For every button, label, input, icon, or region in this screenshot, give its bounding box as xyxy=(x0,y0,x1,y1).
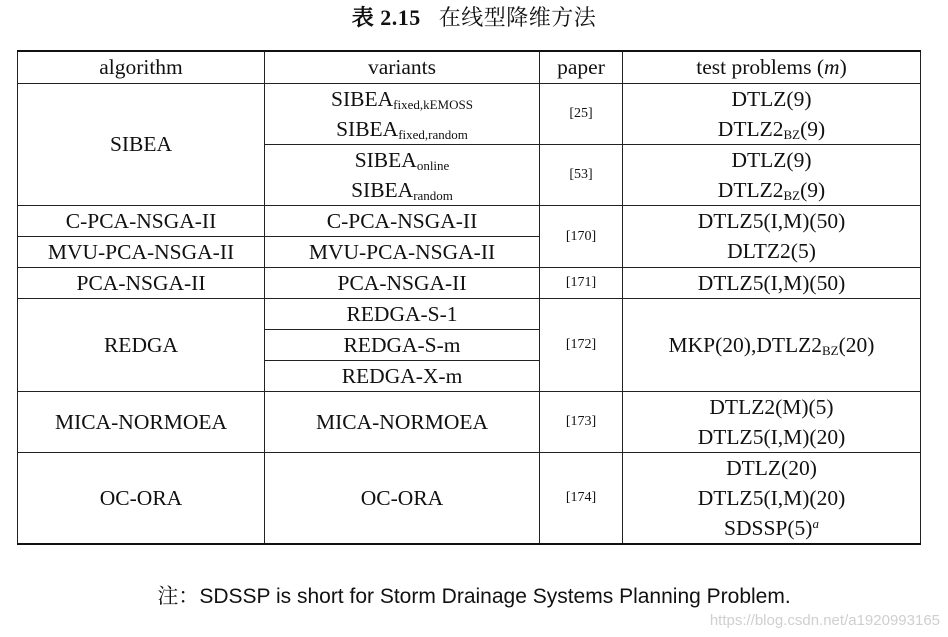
algorithm-cell: SIBEA xyxy=(18,84,265,206)
header-row xyxy=(18,51,921,84)
test-cell: DTLZ(9) $DTLZ2_{BZ}(9)$ xyxy=(623,145,921,206)
table-row xyxy=(18,268,921,299)
test-cell: $MKP(20),DTLZ2_{BZ}(20)$ xyxy=(623,299,921,392)
table-row xyxy=(18,299,921,330)
variants-cell: $SIBEA_{fixed,kEMOSS}$ $SIBEA_{fixed,random}$ xyxy=(265,84,540,145)
watermark: https://blog.csdn.net/a1920993165 xyxy=(709,612,940,629)
algorithm-cell: OC-ORA xyxy=(18,453,265,545)
variants-cell: C-PCA-NSGA-II xyxy=(265,206,540,237)
algorithm-cell: MVU-PCA-NSGA-II xyxy=(18,237,265,268)
header-test-problems: test problems (m) xyxy=(623,51,921,84)
paper-cell: [171] xyxy=(540,268,623,299)
table-caption xyxy=(0,3,948,33)
paper-cell: [53] xyxy=(540,145,623,206)
variants-cell: OC-ORA xyxy=(265,453,540,545)
header-paper: paper xyxy=(540,51,623,84)
table-row xyxy=(18,392,921,453)
variants-cell: PCA-NSGA-II xyxy=(265,268,540,299)
table-title: 在线型降维方法 xyxy=(438,5,597,30)
methods-table xyxy=(17,50,921,545)
test-cell: DTLZ(20) DTLZ5(I,M)(20) $SDSSP(5)^a$ xyxy=(623,453,921,545)
paper-cell: [174] xyxy=(540,453,623,545)
test-cell: DTLZ5(I,M)(50) xyxy=(623,268,921,299)
note-text: SDSSP is short for Storm Drainage Systems Planning Problem. xyxy=(199,585,791,608)
paper-cell: [170] xyxy=(540,206,623,268)
note-label: 注： xyxy=(157,584,200,608)
test-cell: DLTZ2(5) xyxy=(623,237,921,268)
algorithm-cell: REDGA xyxy=(18,299,265,392)
algorithm-cell: PCA-NSGA-II xyxy=(18,268,265,299)
algorithm-cell: MICA-NORMOEA xyxy=(18,392,265,453)
paper-cell: [25] xyxy=(540,84,623,145)
variants-cell: REDGA-S-m xyxy=(265,330,540,361)
table-row xyxy=(18,206,921,237)
variants-cell: MICA-NORMOEA xyxy=(265,392,540,453)
test-cell: DTLZ2(M)(5) DTLZ5(I,M)(20) xyxy=(623,392,921,453)
table-row xyxy=(18,237,921,268)
paper-cell: [173] xyxy=(540,392,623,453)
test-cell: DTLZ(9) $DTLZ2_{BZ}(9)$ xyxy=(623,84,921,145)
paper-cell: [172] xyxy=(540,299,623,392)
table-row xyxy=(18,84,921,145)
variants-cell: MVU-PCA-NSGA-II xyxy=(265,237,540,268)
table-number: 表 2.15 xyxy=(351,5,421,30)
table-footnote xyxy=(0,580,948,610)
variants-cell: REDGA-X-m xyxy=(265,361,540,392)
table-row xyxy=(18,453,921,545)
header-algorithm: algorithm xyxy=(18,51,265,84)
variants-cell: REDGA-S-1 xyxy=(265,299,540,330)
variants-cell: $SIBEA_{online}$ $SIBEA_{random}$ xyxy=(265,145,540,206)
header-variants: variants xyxy=(265,51,540,84)
algorithm-cell: C-PCA-NSGA-II xyxy=(18,206,265,237)
test-cell: DTLZ5(I,M)(50) xyxy=(623,206,921,237)
